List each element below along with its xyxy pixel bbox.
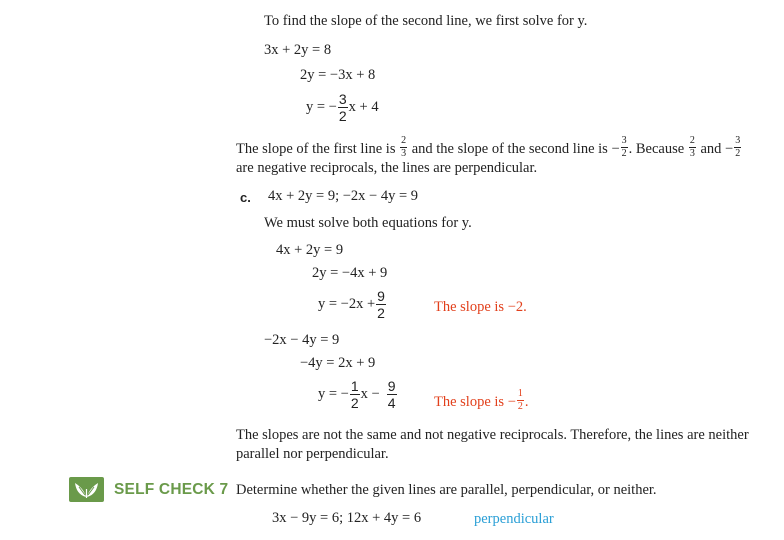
self-check-badge	[69, 477, 104, 502]
slope-comparison-line1: The slope of the first line is $\frac{2}{3}$ and the slope of the second line is − $\frac{3}{2}$ . Because $\frac{2}{3}$ and − $\frac{3}{2}$	[236, 135, 741, 159]
equation-y-second-line: y = − $\frac{3}{2}$ x + 4	[306, 91, 379, 124]
part-c-instruction: We must solve both equations for y.	[264, 215, 472, 231]
self-check-title: SELF CHECK 7	[114, 481, 229, 498]
equation-y-first-c: y = −2x + $\frac{9}{2}$	[318, 288, 385, 321]
intro-text: To find the slope of the second line, we first solve for y.	[264, 13, 588, 29]
self-check-answer: perpendicular	[474, 511, 554, 527]
equation-3x-2y: 3x + 2y = 8	[264, 42, 332, 58]
slope-comparison-line2: are negative reciprocals, the lines are perpendicular.	[236, 160, 538, 176]
equation-neg4y: −4y = 2x + 9	[300, 355, 376, 371]
conclusion-line1: The slopes are not the same and not negative reciprocals. Therefore, the lines are neither	[236, 427, 749, 443]
conclusion-line2: parallel nor perpendicular.	[236, 446, 389, 462]
self-check-equations: 3x − 9y = 6; 12x + 4y = 6	[272, 510, 422, 526]
slope-note-second: The slope is − $\frac{1}{2}$ .	[434, 388, 529, 412]
part-c-problem: 4x + 2y = 9; −2x − 4y = 9	[268, 188, 419, 204]
equation-4x-2y: 4x + 2y = 9	[276, 242, 344, 258]
leaf-icon	[69, 477, 104, 502]
slope-note-first: The slope is −2.	[434, 299, 527, 315]
equation-neg2x-4y: −2x − 4y = 9	[264, 332, 340, 348]
equation-2y-c: 2y = −4x + 9	[312, 265, 388, 281]
self-check-prompt: Determine whether the given lines are parallel, perpendicular, or neither.	[236, 482, 657, 498]
part-c-label: c.	[240, 190, 251, 205]
equation-2y: 2y = −3x + 8	[300, 67, 376, 83]
equation-y-second-c: y = − $\frac{1}{2}$ x − $\frac{9}{4}$	[318, 378, 396, 411]
